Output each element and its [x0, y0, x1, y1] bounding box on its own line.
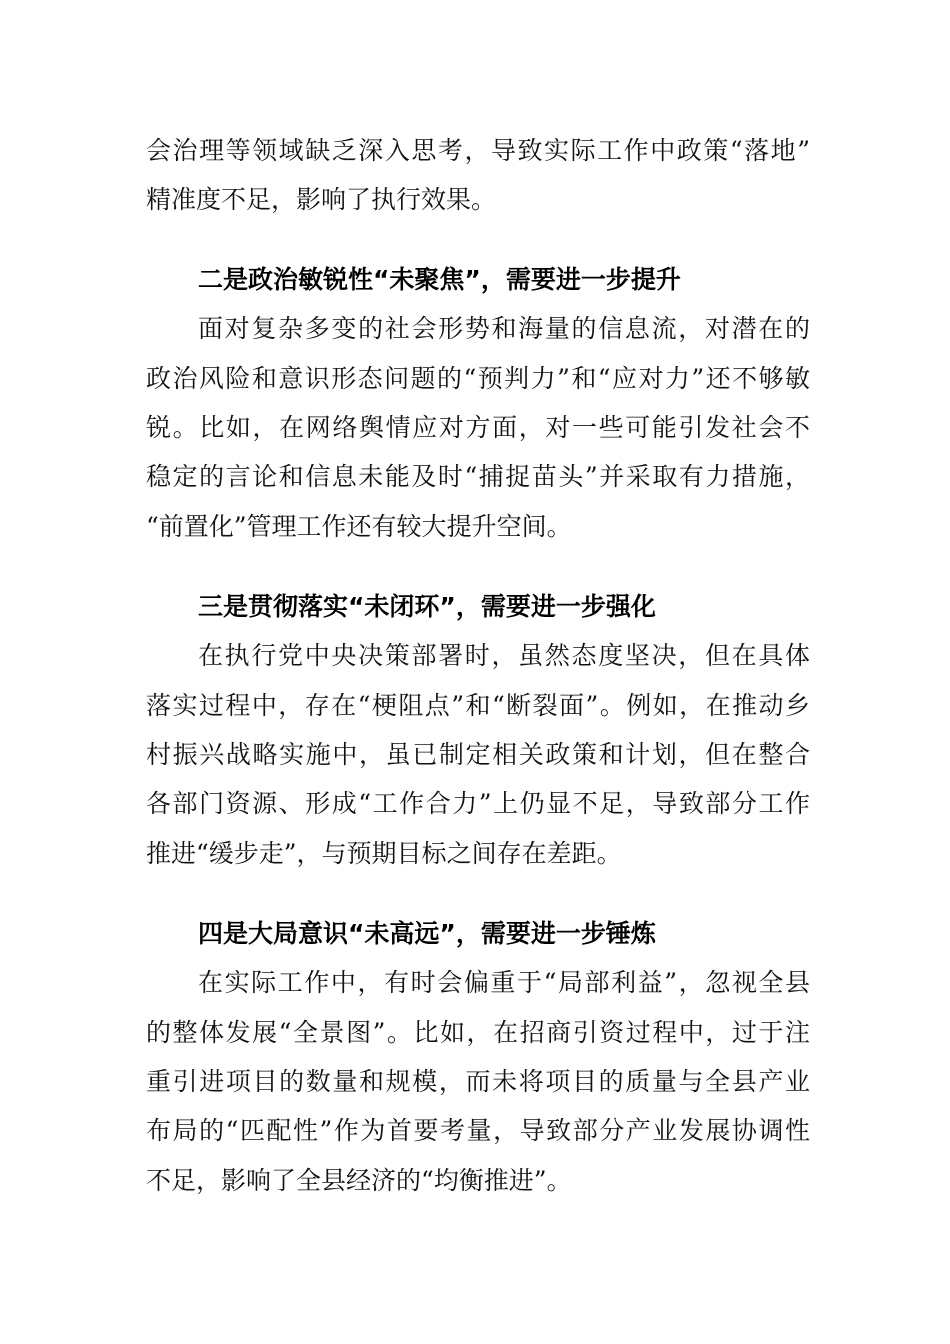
- paragraph-line: 重引进项目的数量和规模，而未将项目的质量与全县产业: [146, 1067, 810, 1096]
- continuation-line-2: 精准度不足，影响了执行效果。: [146, 185, 497, 214]
- section-heading-overall-awareness: 四是大局意识“未高远”，需要进一步锤炼: [198, 919, 656, 948]
- paragraph-line: 面对复杂多变的社会形势和海量的信息流，对潜在的: [198, 314, 810, 343]
- paragraph-line: 推进“缓步走”，与预期目标之间存在差距。: [146, 839, 622, 868]
- continuation-line-1: 会治理等领域缺乏深入思考，导致实际工作中政策“落地”: [146, 136, 810, 165]
- paragraph-line: 锐。比如，在网络舆情应对方面，对一些可能引发社会不: [146, 413, 810, 442]
- paragraph-line: 在实际工作中，有时会偏重于“局部利益”，忽视全县: [198, 968, 810, 997]
- paragraph-line: “前置化”管理工作还有较大提升空间。: [146, 512, 572, 541]
- paragraph-line: 的整体发展“全景图”。比如，在招商引资过程中，过于注: [146, 1018, 810, 1047]
- paragraph-line: 政治风险和意识形态问题的“预判力”和“应对力”还不够敏: [146, 364, 810, 393]
- paragraph-line: 布局的“匹配性”作为首要考量，导致部分产业发展协调性: [146, 1116, 810, 1145]
- section-heading-political-sensitivity: 二是政治敏锐性“未聚焦”，需要进一步提升: [198, 265, 681, 294]
- paragraph-line: 稳定的言论和信息未能及时“捕捉苗头”并采取有力措施，: [146, 462, 810, 491]
- paragraph-line: 不足，影响了全县经济的“均衡推进”。: [146, 1166, 572, 1195]
- paragraph-line: 落实过程中，存在“梗阻点”和“断裂面”。例如，在推动乡: [146, 691, 810, 720]
- section-heading-implementation: 三是贯彻落实“未闭环”，需要进一步强化: [198, 592, 656, 621]
- paragraph-line: 村振兴战略实施中，虽已制定相关政策和计划，但在整合: [146, 740, 810, 769]
- paragraph-line: 各部门资源、形成“工作合力”上仍显不足，导致部分工作: [146, 789, 810, 818]
- paragraph-line: 在执行党中央决策部署时，虽然态度坚决，但在具体: [198, 641, 810, 670]
